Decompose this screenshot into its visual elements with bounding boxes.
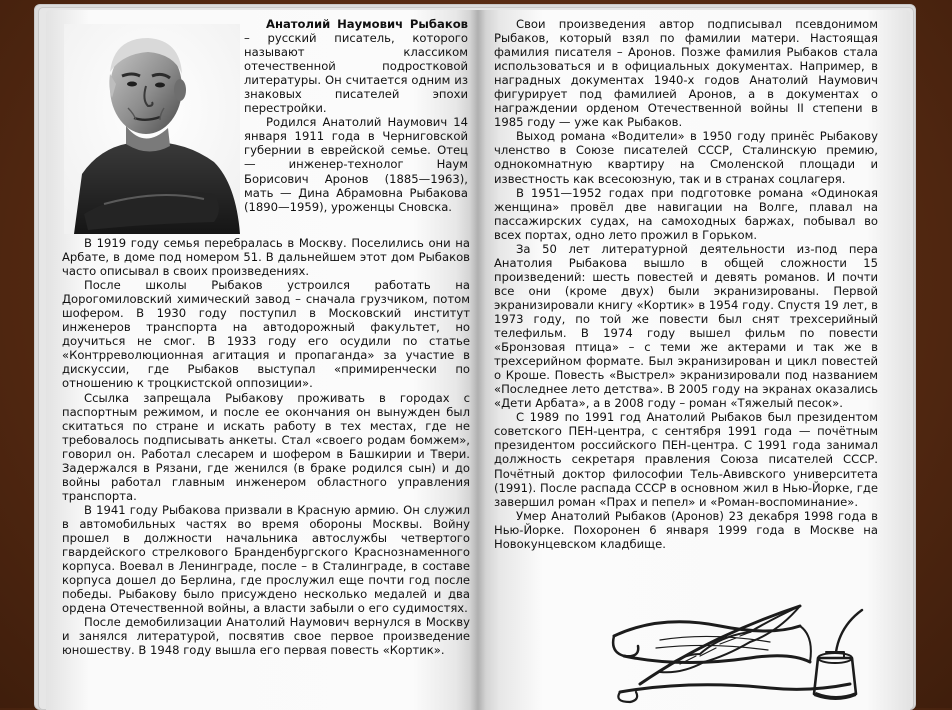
right-page-body <box>494 17 878 551</box>
paragraph: Свои произведения автор подписывал псевдонимом Рыбаков, который взял по фамилии матери. Настоящая фамилия писателя – Аронов. Позже фамилия Рыбаков стала использоваться и в официальных документах. Например, в наградных документах 1940-х годов Анатолий Наумович фигурирует под фамилией Аронов, а в документах о награждении орденом Отечественной войны II степени в 1985 году — уже как Рыбаков. <box>494 17 878 130</box>
intro-description: – русский писатель, которого называют классиком отечественной подростковой литературы. Он считается одним из знаковых писателей эпохи перестройки. <box>244 31 468 116</box>
paragraph: Умер Анатолий Рыбаков (Аронов) 23 декабря 1998 года в Нью-Йорке. Похоронен 6 января 1999 года в Москве на Новокунцевском кладбище. <box>494 508 878 551</box>
paragraph: В 1941 году Рыбакова призвали в Красную армию. Он служил в автомобильных частях во время обороны Москвы. Войну прошел в должности начальника автослужбы четвертого гвардейского стрелкового Бранденбургского Краснознаменного корпуса. Воевал в Ленинграде, после – в Сталинграде, в составе корпуса дошел до Берлина, где прослужил еще почти год после победы. Рыбакову было присуждено несколько медалей и два ордена Отечественной войны, а власти забыли о его судимостях. <box>62 502 470 616</box>
author-photo <box>64 24 240 234</box>
paragraph: С 1989 по 1991 год Анатолий Рыбаков был президентом советского ПЕН-центра, с сентября 1991 года — почётным президентом российского ПЕН-центра. С 1991 года занимал должность секретаря правления Союза писателей СССР. Почётный доктор философии Тель-Авивского университета (1991). После распада СССР в основном жил в Нью-Йорке, где завершил роман «Прах и пепел» и «Роман-воспоминание». <box>494 410 878 509</box>
author-name: Анатолий Наумович Рыбаков <box>266 17 468 31</box>
left-page-body <box>62 236 470 657</box>
paragraph: За 50 лет литературной деятельности из-под пера Анатолия Рыбакова вышло в общей сложности 15 произведений: шесть повестей и девять романов. И почти все они (кроме двух) были экранизированы. Первой экранизировали книгу «Кортик» в 1954 году. Спустя 19 лет, в 1973 году, по той же повести был снят трехсерийный телефильм. В 1974 году вышел фильм по повести «Бронзовая птица» – с теми же актерами и так же в трехсерийном формате. Был экранизирован и цикл повестей о Кроше. Повесть «Выстрел» экранизировали под названием «Последнее лето детства». В 2005 году на экранах оказались «Дети Арбата», а в 2008 году – роман «Тяжелый песок». <box>494 241 878 411</box>
birth-paragraph: Родился Анатолий Наумович 14 января 1911 года в Черниговской губернии в еврейской семье. Отец — инженер-технолог Наум Борисович Аронов (1885—1963), мать — Дина Абрамовна Рыбакова (1890—1959), уроженцы Сновска. <box>244 115 468 214</box>
paragraph: После школы Рыбаков устроился работать на Дорогомиловский химический завод – сначала грузчиком, потом шофером. В 1930 году поступил в Московский институт инженеров транспорта на автодорожный факультет, но доучиться не смог. В 1933 году его осудили по статье «Контрреволюционная агитация и пропаганда» за участие в дискуссии, где Рыбаков выступал «примиренчески по отношению к троцкистской оппозиции». <box>62 278 470 391</box>
paragraph: В 1951—1952 годах при подготовке романа «Одинокая женщина» провёл две навигации на Волге, плавал на пассажирских судах, на самоходных баржах, побывал во всех портах, одно лето прожил в Горьком. <box>494 185 878 242</box>
paragraph: В 1919 году семья перебралась в Москву. Поселились они на Арбате, в доме под номером 51. В дальнейшем этот дом Рыбаков часто описывал в своих произведениях. <box>62 236 470 279</box>
paragraph: После демобилизации Анатолий Наумович вернулся в Москву и занялся литературой, посвятив свое первое произведение юношеству. В 1948 году вышла его первая повесть «Кортик». <box>62 615 470 658</box>
paragraph: Выход романа «Водители» в 1950 году принёс Рыбакову членство в Союзе писателей СССР, Сталинскую премию, однокомнатную квартиру на Смоленской площади и известность как всесоюзную, так и в странах соцлагеря. <box>494 129 878 186</box>
book-spine <box>470 10 486 710</box>
paragraph: Ссылка запрещала Рыбакову проживать в городах с паспортным режимом, и после ее окончания он вынужден был скитаться по стране и искать работу в тех местах, где не требовалось подписывать анкеты. Стал «своего родам бомжем», говорил он. Работал слесарем и шофером в Башкирии и Твери. Задержался в Рязани, где женился (в браке родился сын) и до войны работал главным инженером областного управления транспорта. <box>62 390 470 503</box>
intro-text <box>244 17 468 214</box>
quill-inkwell-sketch-icon <box>600 596 890 706</box>
